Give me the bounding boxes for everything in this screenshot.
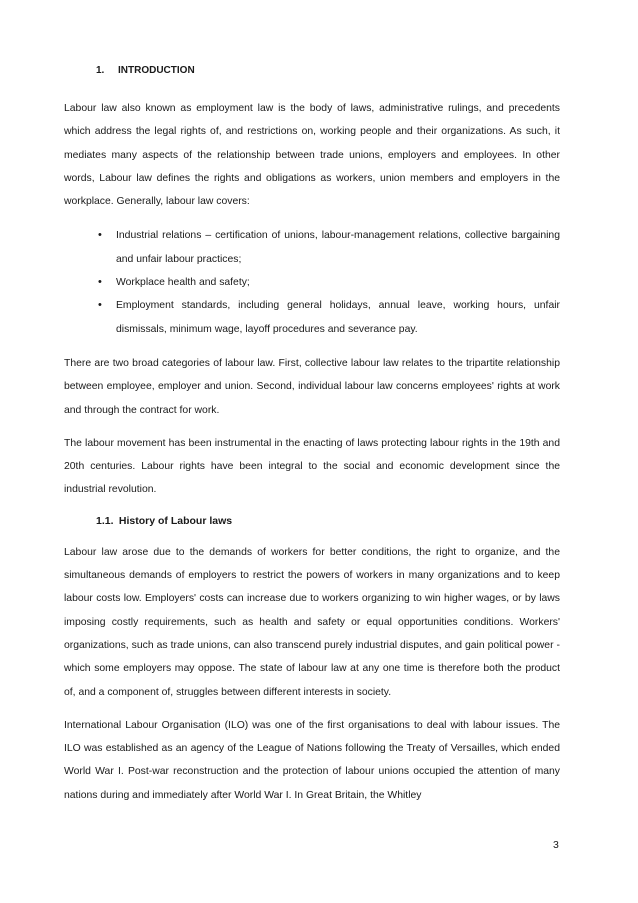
section-heading bbox=[64, 62, 560, 79]
list-item bbox=[64, 294, 560, 341]
paragraph-movement: The labour movement has been instrumental in the enacting of laws protecting labour rights in the 19th and 20th centuries. Labour rights have been integral to the social and economic development since the industrial revolution. bbox=[64, 437, 560, 496]
bullet-icon: • bbox=[98, 229, 102, 242]
page-content bbox=[64, 62, 560, 807]
coverage-list bbox=[64, 224, 560, 340]
list-item bbox=[64, 224, 560, 271]
bullet-icon: • bbox=[98, 299, 102, 312]
bullet-icon: • bbox=[98, 276, 102, 289]
subsection-title: History of Labour laws bbox=[118, 514, 233, 527]
subsection-number: 1.1. bbox=[96, 514, 114, 527]
paragraph-history: Labour law arose due to the demands of workers for better conditions, the right to organize, and the simultaneous demands of employers to restrict the powers of workers in many organizations and to keep labour costs low. Employers' costs can increase due to workers organizing to win higher wages, or by laws imposing costly requirements, such as health and safety or equal opportunities conditions. Workers' organizations, such as trade unions, can also transcend purely industrial disputes, and gain political power - which some employers may oppose. The state of labour law at any one time is therefore both the product of, and a component of, struggles between different interests in society. bbox=[64, 546, 560, 698]
subsection-heading bbox=[64, 513, 560, 530]
list-item-text: Workplace health and safety; bbox=[116, 277, 250, 289]
paragraph-categories: There are two broad categories of labour law. First, collective labour law relates to the tripartite relationship between employee, employer and union. Second, individual labour law concerns employees' rights at work and through the contract for work. bbox=[64, 357, 560, 416]
paragraph-ilo: International Labour Organisation (ILO) was one of the first organisations to deal with labour issues. The ILO was established as an agency of the League of Nations following the Treaty of Versailles, which ended World War I. Post-war reconstruction and the protection of labour unions occupied the attention of many nations during and immediately after World War I. In Great Britain, the Whitley bbox=[64, 719, 560, 801]
page-number: 3 bbox=[553, 839, 559, 851]
section-number: 1. bbox=[96, 65, 105, 76]
list-item-text: Employment standards, including general holidays, annual leave, working hours, unfair dismissals, minimum wage, layoff procedures and severance pay. bbox=[116, 300, 560, 335]
list-item-text: Industrial relations – certification of unions, labour-management relations, collective bargaining and unfair labour practices; bbox=[116, 230, 560, 265]
section-title: INTRODUCTION bbox=[118, 65, 195, 76]
paragraph-intro: Labour law also known as employment law is the body of laws, administrative rulings, and precedents which address the legal rights of, and restrictions on, working people and their organizations. As such, it mediates many aspects of the relationship between trade unions, employers and employees. In other words, Labour law defines the rights and obligations as workers, union members and employers in the workplace. Generally, labour law covers: bbox=[64, 103, 560, 208]
list-item bbox=[64, 271, 560, 294]
